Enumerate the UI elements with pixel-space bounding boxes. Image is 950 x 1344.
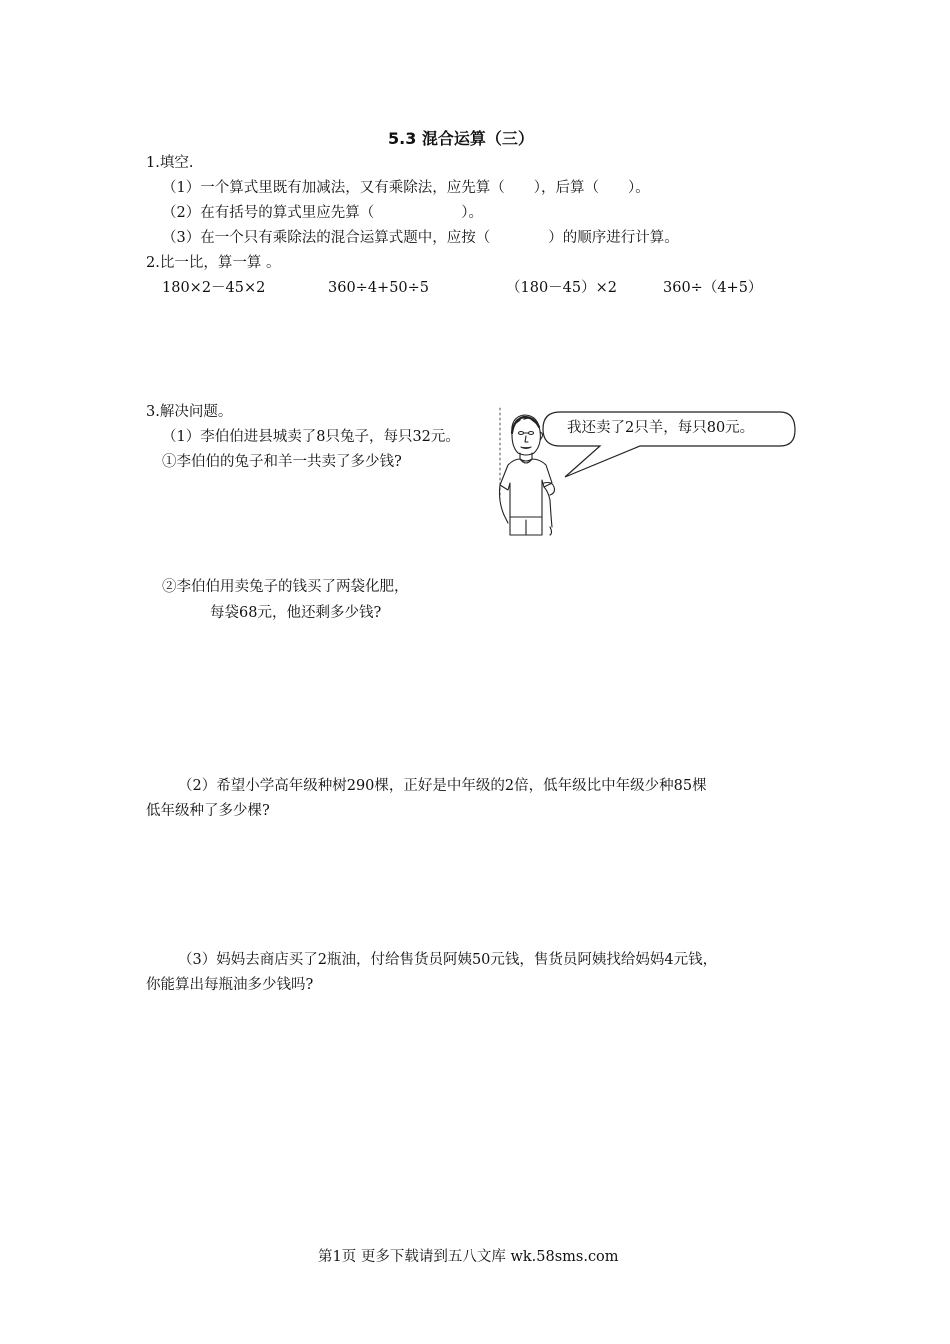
q2-expr-4: 360÷（4+5） (663, 280, 763, 296)
q3-heading: 3.解决问题。 (146, 404, 233, 420)
q3-p2-line2: 低年级种了多少棵? (146, 803, 270, 819)
page-title: 5.3 混合运算（三） (388, 129, 534, 148)
q3-p3-line2: 你能算出每瓶油多少钱吗? (146, 977, 314, 993)
q3-p1-sub2-line1: ②李伯伯用卖兔子的钱买了两袋化肥， (162, 579, 409, 595)
man-illustration (490, 405, 570, 540)
q3-p1-sub1: ①李伯伯的兔子和羊一共卖了多少钱? (162, 454, 402, 470)
q3-p1-intro: （1）李伯伯进县城卖了8只兔子，每只32元。 (162, 429, 460, 445)
q2-expr-3: （180－45）×2 (506, 280, 618, 296)
q3-p2-line1: （2）希望小学高年级种树290棵，正好是中年级的2倍，低年级比中年级少种85棵 (178, 778, 707, 794)
speech-bubble-text: 我还卖了2只羊，每只80元。 (567, 420, 755, 436)
q3-p3-line1: （3）妈妈去商店买了2瓶油，付给售货员阿姨50元钱，售货员阿姨找给妈妈4元钱， (178, 952, 718, 968)
q1-item-1: （1）一个算式里既有加减法，又有乘除法，应先算（ ），后算（ ）。 (162, 180, 650, 196)
q1-item-3: （3）在一个只有乘除法的混合运算式题中，应按（ ）的顺序进行计算。 (162, 230, 679, 246)
q2-heading: 2.比一比，算一算 。 (146, 255, 281, 271)
q3-p1-sub2-line2: 每袋68元，他还剩多少钱? (210, 605, 382, 621)
speech-bubble (0, 0, 950, 560)
q1-item-2: （2）在有括号的算式里应先算（ ）。 (162, 205, 483, 221)
q1-heading: 1.填空. (146, 155, 194, 171)
page-footer: 第1页 更多下载请到五八文库 wk.58sms.com (318, 1249, 619, 1265)
q2-expr-2: 360÷4+50÷5 (328, 280, 430, 296)
q2-expr-1: 180×2－45×2 (162, 280, 266, 296)
